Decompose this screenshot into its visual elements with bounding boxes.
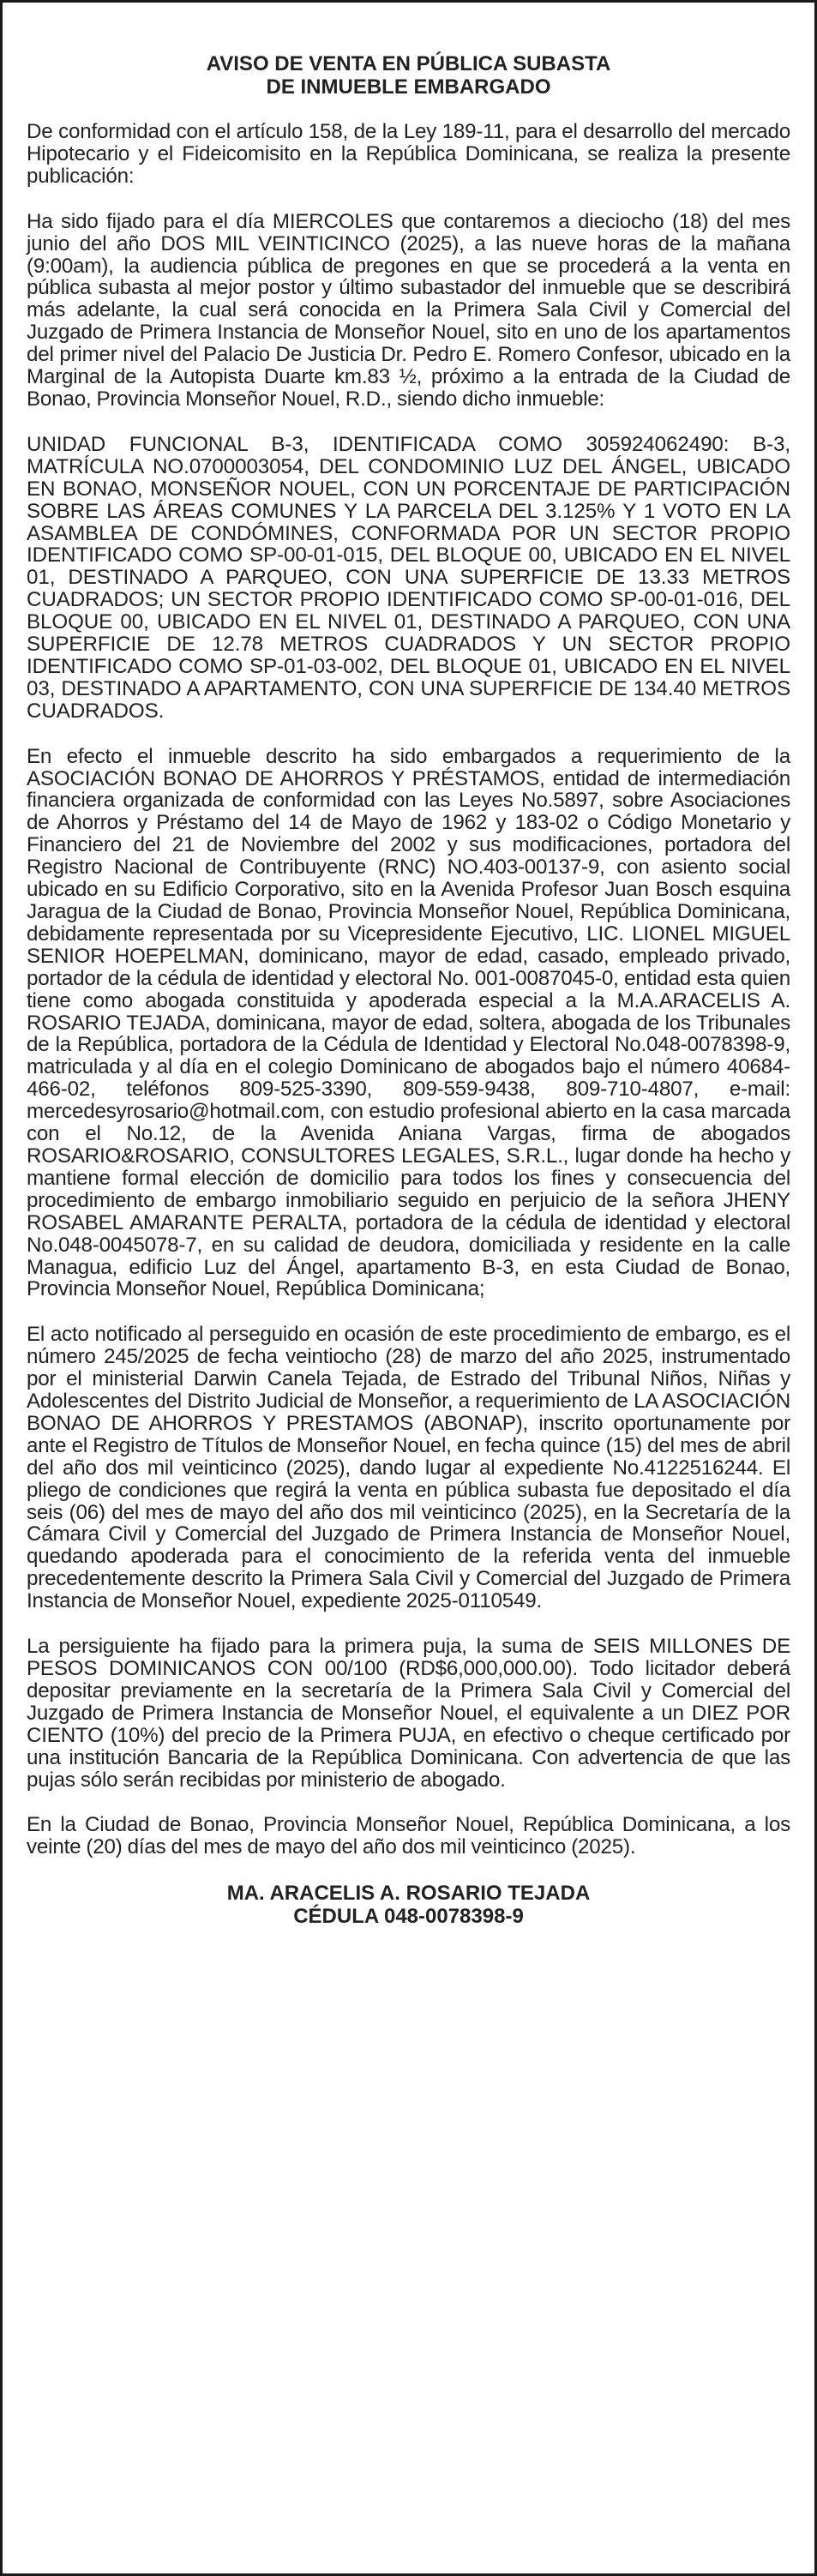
place-date-paragraph: En la Ciudad de Bonao, Provincia Monseñor Nouel, República Dominicana, a los veinte (20) días del mes de mayo del año dos mil veinticinco (2025). [27,1813,790,1859]
intro-paragraph: De conformidad con el artículo 158, de la Ley 189-11, para el desarrollo del mercado Hipotecario y el Fideicomisito en la República Dominicana, se realiza la presente publicación: [27,120,790,188]
title-line-1: AVISO DE VENTA EN PÚBLICA SUBASTA [206,52,611,75]
auction-date-paragraph: Ha sido fijado para el día MIERCOLES que contaremos a dieciocho (18) del mes junio del año DOS MIL VEINTICINCO (2025), a las nueve horas de la mañana (9:00am), la audiencia pública de pregones en que se procederá a la venta en pública subasta al mejor postor y último subastador del inmueble que se describirá más adelante, la cual será conocida en la Primera Sala Civil y Comercial del Juzgado de Primera Instancia de Monseñor Nouel, sito en uno de los apartamentos del primer nivel del Palacio De Justicia Dr. Pedro E. Romero Confesor, ubicado en la Marginal de la Autopista Duarte km.83 ½, próximo a la entrada de la Ciudad de Bonao, Provincia Monseñor Nouel, R.D., siendo dicho inmueble: [27,209,790,411]
title-line-2: DE INMUEBLE EMBARGADO [266,75,551,99]
signature-name: MA. ARACELIS A. ROSARIO TEJADA [226,1882,591,1906]
signature-id: CÉDULA 048-0078398-9 [293,1905,524,1929]
seizure-parties-paragraph: En efecto el inmueble descrito ha sido embargados a requerimiento de la ASOCIACIÓN BONAO DE AHORROS Y PRÉSTAMOS, entidad de intermediación financiera organizada de conformidad con las Leyes No.5897, sobre Asociaciones de Ahorros y Préstamo del 14 de Mayo de 1962 y 183-02 o Código Monetario y Financiero del 21 de Noviembre del 2002 y sus modificaciones, portadora del Registro Nacional de Contribuyente (RNC) NO.403-00137-9, con asiento social ubicado en su Edificio Corporativo, sito en la Avenida Profesor Juan Bosch esquina Jaragua de la Ciudad de Bonao, Provincia Monseñor Nouel, República Dominicana, debidamente representada por su Vicepresidente Ejecutivo, LIC. LIONEL MIGUEL SENIOR HOEPELMAN, dominicano, mayor de edad, casado, empleado privado, portador de la cédula de identidad y electoral No. 001-0087045-0, entidad esta quien tiene como abogada constituida y apoderada especial a la M.A.ARACELIS A. ROSARIO TEJADA, dominicana, mayor de edad, soltera, abogada de los Tribunales de la República, portadora de la Cédula de Identidad y Electoral No.048-0078398-9, matriculada y al día en el colegio Dominicano de abogados bajo el número 40684-466-02, teléfonos 809-525-3390, 809-559-9438, 809-710-4807, e-mail: mercedesyrosario@hotmail.com, con estudio profesional abierto en la casa marcada con el No.12, de la Avenida Aniana Vargas, firma de abogados ROSARIO&ROSARIO, CONSULTORES LEGALES, S.R.L., lugar donde ha hecho y mantiene formal elección de domicilio para todos los fines y consecuencia del procedimiento de embargo inmobiliario seguido en perjuicio de la señora JHENY ROSABEL AMARANTE PERALTA, portadora de la cédula de identidad y electoral No.048-0045078-7, en su calidad de deudora, domiciliada y residente en la calle Managua, edificio Luz del Ángel, apartamento B-3, en esta Ciudad de Bonao, Provincia Monseñor Nouel, República Dominicana; [27,744,790,1301]
signature-block [27,1882,790,1928]
notification-act-paragraph: El acto notificado al perseguido en ocasión de este procedimiento de embargo, es el número 245/2025 de fecha veintiocho (28) de marzo del año 2025, instrumentado por el ministerial Darwin Canela Tejada, de Estrado del Tribunal Niños, Niñas y Adolescentes del Distrito Judicial de Monseñor, a requerimiento de LA ASOCIACIÓN BONAO DE AHORROS Y PRESTAMOS (ABONAP), inscrito oportunamente por ante el Registro de Títulos de Monseñor Nouel, en fecha quince (15) del mes de abril del año dos mil veinticinco (2025), dando lugar al expediente No.4122516244. El pliego de condiciones que regirá la venta en pública subasta fue depositado el día seis (06) del mes de mayo del año dos mil veinticinco (2025), en la Secretaría de la Cámara Civil y Comercial del Juzgado de Primera Instancia de Monseñor Nouel, quedando apoderada para el conocimiento de la referida venta del inmueble precedentemente descrito la Primera Sala Civil y Comercial del Juzgado de Primera Instancia de Monseñor Nouel, expediente 2025-0110549. [27,1323,790,1613]
notice-title [27,52,790,99]
property-description-paragraph: UNIDAD FUNCIONAL B-3, IDENTIFICADA COMO 305924062490: B-3, MATRÍCULA NO.0700003054, DEL CONDOMINIO LUZ DEL ÁNGEL, UBICADO EN BONAO, MONSEÑOR NOUEL, CON UN PORCENTAJE DE PARTICIPACIÓN SOBRE LAS ÁREAS COMUNES Y LA PARCELA DEL 3.125% Y 1 VOTO EN LA ASAMBLEA DE CONDÓMINES, CONFORMADA POR UN SECTOR PROPIO IDENTIFICADO COMO SP-00-01-015, DEL BLOQUE 00, UBICADO EN EL NIVEL 01, DESTINADO A PARQUEO, CON UNA SUPERFICIE DE 13.33 METROS CUADRADOS; UN SECTOR PROPIO IDENTIFICADO COMO SP-00-01-016, DEL BLOQUE 00, UBICADO EN EL NIVEL 01, DESTINADO A PARQUEO, CON UNA SUPERFICIE DE 12.78 METROS CUADRADOS Y UN SECTOR PROPIO IDENTIFICADO COMO SP-01-03-002, DEL BLOQUE 01, UBICADO EN EL NIVEL 03, DESTINADO A APARTAMENTO, CON UNA SUPERFICIE DE 134.40 METROS CUADRADOS. [27,432,790,723]
first-bid-paragraph: La persiguiente ha fijado para la primera puja, la suma de SEIS MILLONES DE PESOS DOMINICANOS CON 00/100 (RD$6,000,000.00). Todo licitador deberá depositar previamente en la secretaría de la Primera Sala Civil y Comercial del Juzgado de Primera Instancia de Monseñor Nouel, el equivalente a un DIEZ POR CIENTO (10%) del precio de la Primera PUJA, en efectivo o cheque certificado por una institución Bancaria de la República Dominicana. Con advertencia de que las pujas sólo serán recibidas por ministerio de abogado. [27,1635,790,1792]
